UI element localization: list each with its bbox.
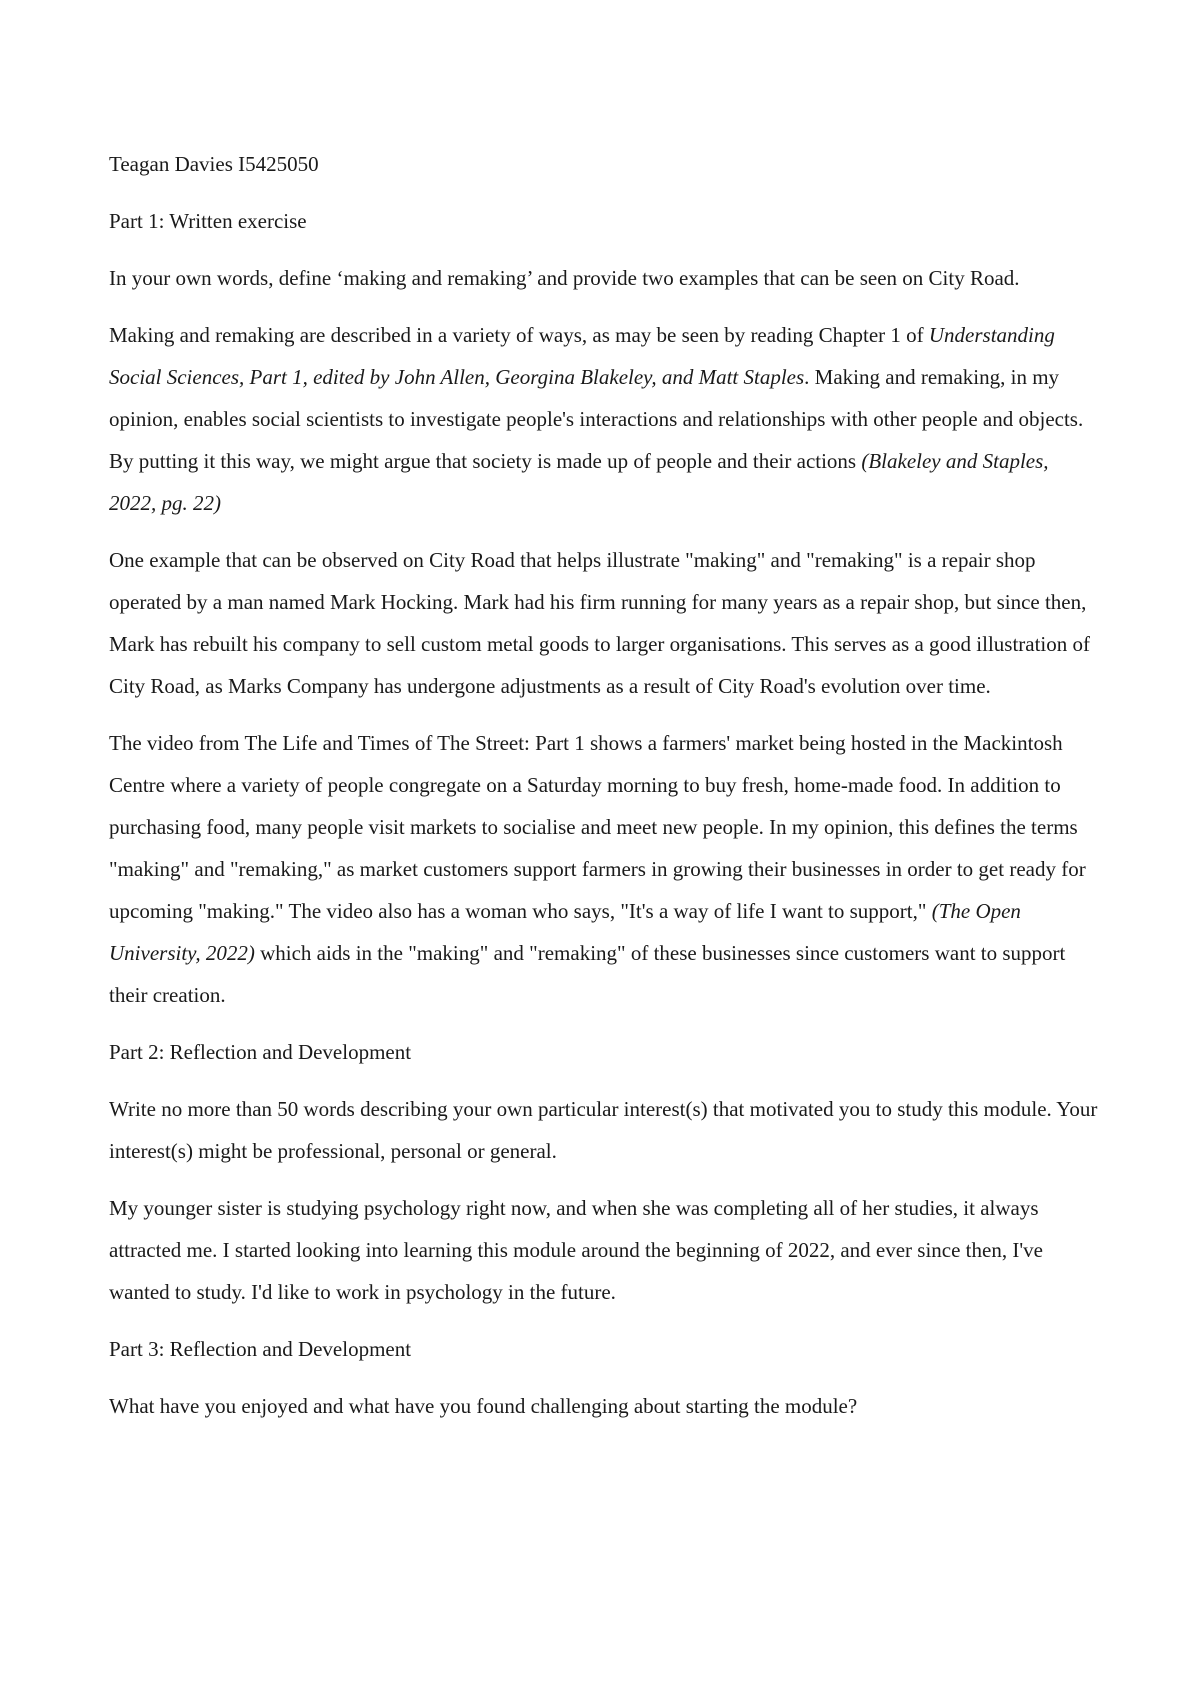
citation: (The Open University, 2022) (109, 899, 1021, 965)
part3-heading: Part 3: Reflection and Development (109, 1337, 412, 1361)
part3-question: What have you enjoyed and what have you found challenging about starting the module? (109, 1394, 858, 1418)
paragraph-text: The video from The Life and Times of The Street: Part 1 shows a farmers' market being hosted in the Mackintosh Centre where a variety of people congregate on a Saturday morning to buy fresh, home-made food. In addition to purchasing food, many people visit markets to socialise and meet new people. In my opinion, this defines the terms "making" and "remaking," as market customers support farmers in growing their businesses in order to get ready for upcoming "making." The video also has a woman who says, "It's a way of life I want to support," (109, 731, 1086, 923)
part1-question: In your own words, define ‘making and remaking’ and provide two examples that can be seen on City Road. (109, 266, 1020, 290)
part1-heading: Part 1: Written exercise (109, 209, 307, 233)
part2-heading: Part 2: Reflection and Development (109, 1040, 412, 1064)
paragraph-text: which aids in the "making" and "remaking" of these businesses since customers want to support their creation. (109, 941, 1066, 1007)
part2-answer: My younger sister is studying psychology right now, and when she was completing all of her studies, it always attracted me. I started looking into learning this module around the beginning of 2022, and ever since then, I've wanted to study. I'd like to work in psychology in the future. (109, 1196, 1043, 1304)
paragraph-text: . Making and remaking, in my opinion, enables social scientists to investigate people's interactions and relationships with other people and objects. By putting it this way, we might argue that society is made up of people and their actions (109, 365, 1084, 473)
citation: (Blakeley and Staples, 2022, pg. 22) (109, 449, 1049, 515)
part1-paragraph-example-two (109, 722, 1100, 1016)
part1-paragraph-example-one: One example that can be observed on City Road that helps illustrate "making" and "remaking" is a repair shop operated by a man named Mark Hocking. Mark had his firm running for many years as a repair shop, but since then, Mark has rebuilt his company to sell custom metal goods to larger organisations. This serves as a good illustration of City Road, as Marks Company has undergone adjustments as a result of City Road's evolution over time. (109, 548, 1091, 698)
book-title: Understanding Social Sciences, Part 1, edited by John Allen, Georgina Blakeley, and Matt Staples (109, 323, 1055, 389)
part2-question: Write no more than 50 words describing your own particular interest(s) that motivated you to study this module. Your interest(s) might be professional, personal or general. (109, 1097, 1098, 1163)
part1-paragraph-definition (109, 314, 1100, 524)
student-name-id: Teagan Davies I5425050 (109, 152, 319, 176)
paragraph-text: Making and remaking are described in a variety of ways, as may be seen by reading Chapter 1 of (109, 323, 929, 347)
